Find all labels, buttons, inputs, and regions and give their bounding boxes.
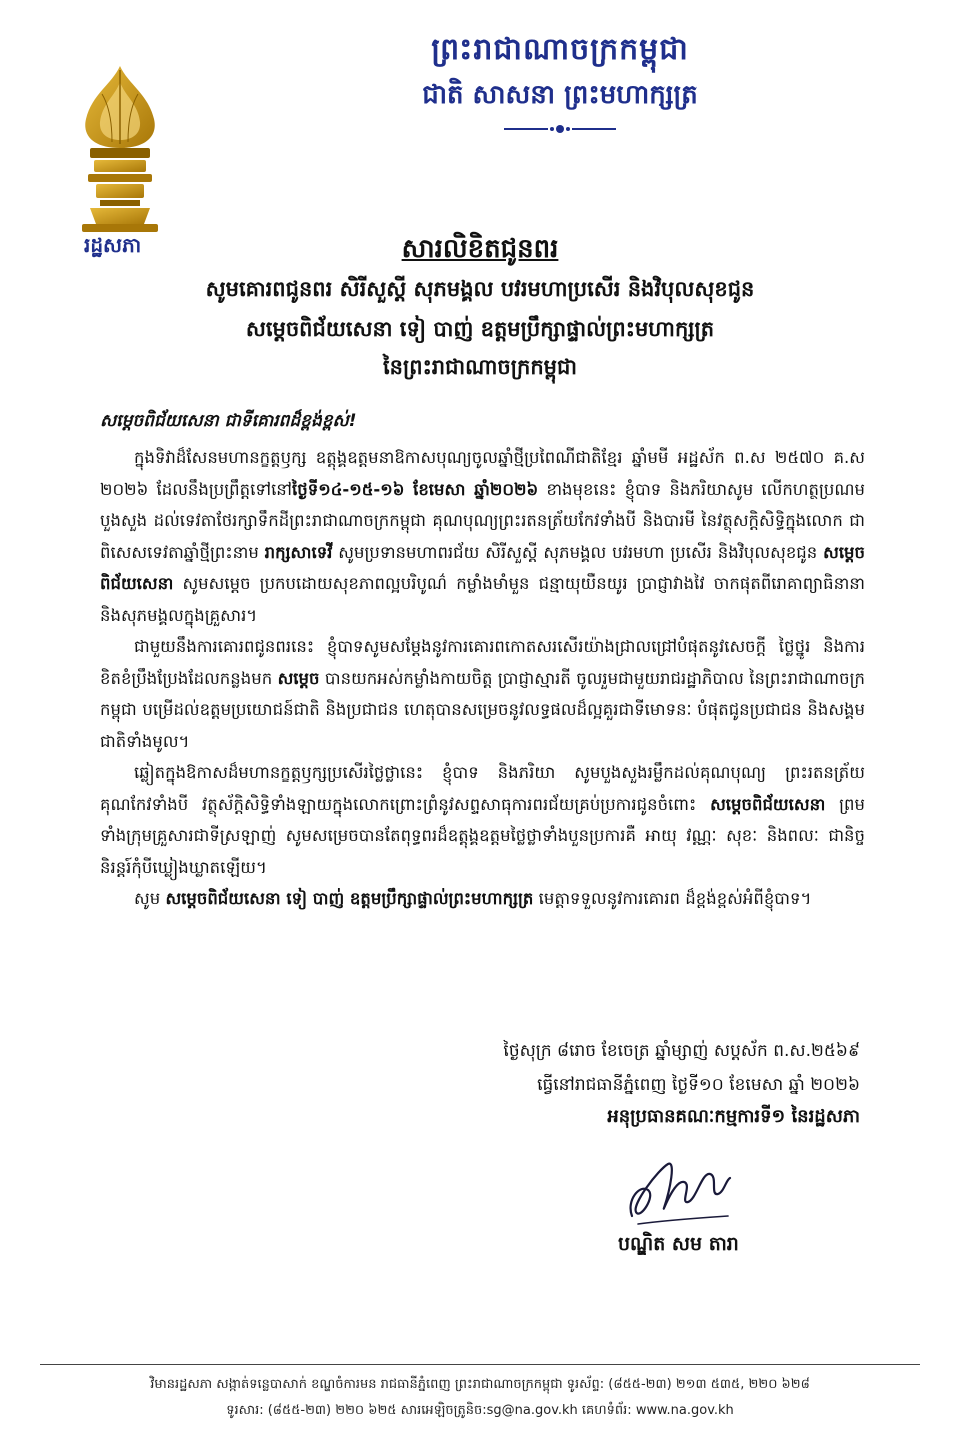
recipient-emphasis: សម្តេចពិជ័យសេនា [100, 542, 866, 593]
national-motto: ជាតិ សាសនា ព្រះមហាក្សត្រ [422, 80, 698, 110]
kingdom-heading: ព្រះរាជាណាចក្រកម្ពុជា [431, 32, 689, 67]
signer-title: អនុប្រធានគណៈកម្មការទី១ នៃរដ្ឋសភា [607, 1106, 860, 1127]
deity-name-emphasis: រាក្សសាទេវី [264, 542, 333, 562]
text-run: ព្រមទាំងក្រុមគ្រួសារជាទីស្រឡាញ់ សូមសម្រេចបានតែពុទ្ធពរដ៏ឧត្តុង្គឧត្តមថ្លៃថ្លាទាំងបួនប្រការគឺ អាយុ វណ្ណៈ សុខៈ និងពលៈ ជានិច្ចនិរន្តរ៍កុំបីឃ្លៀងឃ្លាតឡើយ។ [100, 794, 866, 877]
lunar-date: ថ្ងៃសុក្រ ៨រោច ខែចេត្រ ឆ្នាំម្សាញ់ សប្តស័ក ព.ស.២៥៦៩ [503, 1041, 860, 1061]
handwritten-signature-icon [618, 1150, 738, 1230]
paragraph-2 [100, 631, 865, 757]
paragraph-3 [100, 757, 865, 883]
royal-emblem-icon [72, 64, 168, 234]
recipient-emphasis: សម្តេចពិជ័យសេនា [710, 794, 826, 814]
heading-line-1: សូមគោរពជូនពរ សិរីសួស្តី សុភមង្គល បវរមហាប្រសើរ និងវិបុលសុខជូន [205, 277, 755, 301]
institution-name: រដ្ឋសភា [84, 233, 142, 257]
recipient-emphasis: សម្តេចពិជ័យសេនា ទៀ បាញ់ ឧត្តមប្រឹក្សាផ្ទាល់ព្រះមហាក្សត្រ [165, 889, 534, 908]
text-run: មេត្តាទទួលនូវការគោរព ដ៏ខ្ពង់ខ្ពស់អំពីខ្ញុំបាទ។ [533, 889, 812, 908]
place-date: ធ្វើនៅរាជធានីភ្នំពេញ ថ្ងៃទី១០ ខែមេសា ឆ្នាំ ២០២៦ [537, 1075, 860, 1095]
recipient-emphasis: សម្តេច [277, 668, 320, 688]
footer-contact: ទូរសារ: (៨៥៥-២៣) ២២០ ៦២៥ សារអេឡិចត្រូនិច:sg@na.gov.kh គេហទំព័រ: www.na.gov.kh [226, 1403, 734, 1418]
signer-name: បណ្ឌិត សម តារា [618, 1233, 739, 1255]
footer-divider [40, 1364, 920, 1365]
text-run: ជាមួយនឹងការគោរពជូនពរនេះ ខ្ញុំបាទសូមសម្តែងនូវការគោរពកោតសរសើរយ៉ាងជ្រាលជ្រៅបំផុតនូវសេចក្តី ថ្លៃថ្នូរ និងការខិតខំប្រឹងប្រែងដែលកន្លងមក [100, 637, 865, 688]
salutation: សម្តេចពិជ័យសេនា ជាទីគោរពដ៏ខ្ពង់ខ្ពស់! [100, 411, 357, 431]
text-run: ខាងមុខនេះ ខ្ញុំបាទ និងភរិយាសូម លើកហត្ថប្រណមបួងសួង ដល់ទេវតាថែរក្សាទឹកដីព្រះរាជាណាចក្រកម្ពុជា គុណបុណ្យព្រះរតនត្រ័យកែវទាំងបី និងបារមី នៃវត្ថុសក្តិសិទ្ធិក្នុងលោក ជាពិសេសទេវតាឆ្នាំថ្មីព្រះនាម [100, 479, 865, 562]
text-run: សូមសម្តេច ប្រកបដោយសុខភាពល្អបរិបូណ៌ កម្លាំងមាំមួន ជន្មាយុយឺនយូរ ប្រាជ្ញាវាងវៃ ចាកផុតពីរោគាព្យាធិនានា និងសុភមង្គលក្នុងគ្រួសារ។ [100, 574, 865, 625]
paragraph-1 [100, 442, 865, 631]
paragraph-4 [100, 883, 865, 915]
text-run: សូម [134, 889, 166, 908]
letter-title: សារលិខិតជូនពរ [401, 234, 559, 264]
heading-line-3: នៃព្រះរាជាណាចក្រកម្ពុជា [382, 355, 577, 379]
text-run: ក្នុងទិវាដ៏សែនមហានក្ខត្តឫក្ស ឧត្តុង្គឧត្តមនាឱកាសបុណ្យចូលឆ្នាំថ្មីប្រពៃណីជាតិខ្មែរ ឆ្នាំមមី អដ្ឋស័ក ព.ស ២៥៧០ គ.ស ២០២៦ ដែលនឹងប្រព្រឹត្តទៅនៅ [100, 448, 865, 499]
letter-body [100, 442, 865, 915]
text-run: បានយកអស់កម្លាំងកាយចិត្ត ប្រាជ្ញាស្មារតី ចូលរួមជាមួយរាជរដ្ឋាភិបាល នៃព្រះរាជាណាចក្រកម្ពុជា បម្រើដល់ឧត្តមប្រយោជន៍ជាតិ និងប្រជាជន ហេតុបានសម្រេចនូវលទ្ធផលដ៏ល្អគួរជាទីមោទនៈ បំផុតជូនប្រជាជន និងសង្គមជាតិទាំងមូល។ [100, 668, 865, 751]
text-run: ឆ្លៀតក្នុងឱកាសដ៏មហានក្ខត្តឫក្សប្រសើរថ្លៃថ្លានេះ ខ្ញុំបាទ និងភរិយា សូមបួងសួងរម្លឹកដល់គុណបុណ្យ ព្រះរតនត្រ័យ គុណកែវទាំងបី វត្ថុស័ក្តិសិទ្ធិទាំងឡាយក្នុងលោកព្រោះព្រំនូវសព្ទសាធុការពរជ័យគ្រប់ប្រការជូនចំពោះ [100, 763, 865, 814]
footer-address: វិមានរដ្ឋសភា សង្កាត់ទន្លេបាសាក់ ខណ្ឌចំការមន រាជធានីភ្នំពេញ ព្រះរាជាណាចក្រកម្ពុជា ទូរស័ព្ទ: (៨៥៥-២៣) ២១៣ ៥៣៥, ២២០ ៦២៨ [150, 1377, 810, 1392]
ornament-divider-icon [500, 122, 620, 136]
date-emphasis: ថ្ងៃទី១៤-១៥-១៦ ខែមេសា ឆ្នាំ២០២៦ [292, 479, 539, 499]
heading-line-2: សម្តេចពិជ័យសេនា ទៀ បាញ់ ឧត្តមប្រឹក្សាផ្ទាល់ព្រះមហាក្សត្រ [245, 317, 715, 341]
text-run: សូមប្រទានមហាពរជ័យ សិរីសួស្តី សុភមង្គល បវរមហា ប្រសើរ និងវិបុលសុខជូន [332, 542, 824, 562]
